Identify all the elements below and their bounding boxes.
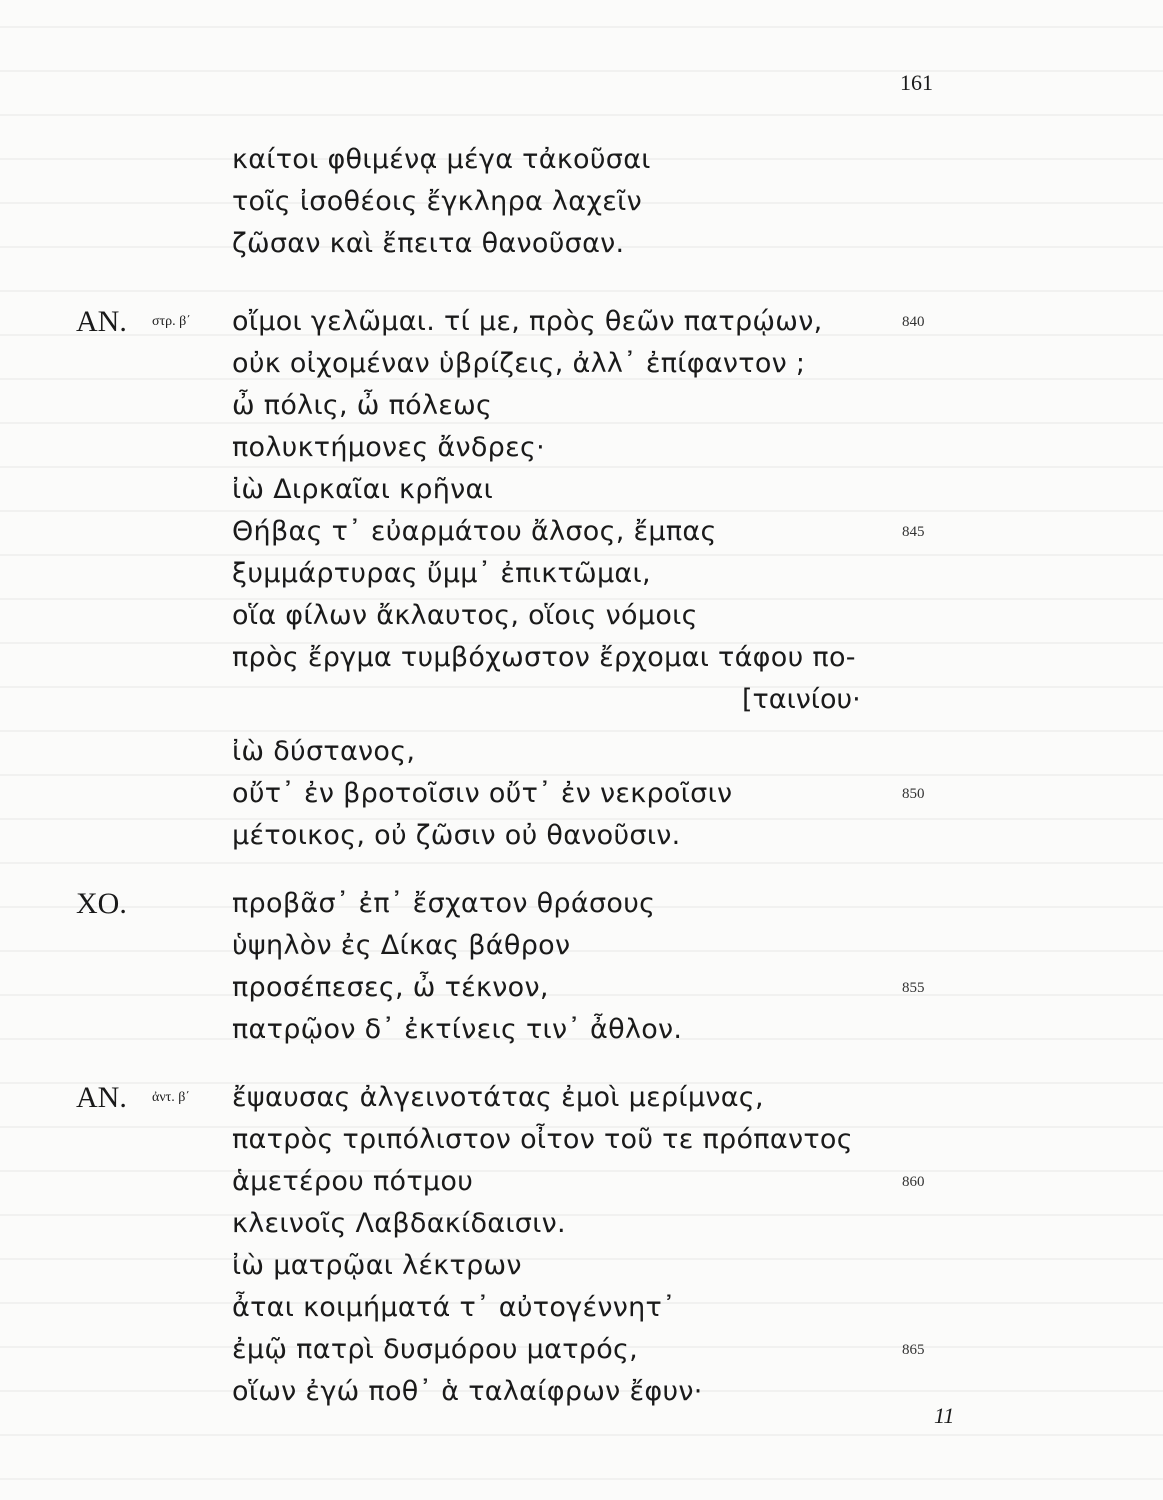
verse-line: προσέπεσες, ὦ τέκνον, (232, 972, 549, 1003)
verse-line: οἵα φίλων ἄκλαυτος, οἵοις νόμοις (232, 600, 698, 631)
verse-line: ἰὼ ματρῷαι λέκτρων (232, 1250, 522, 1281)
line-number: 860 (902, 1174, 925, 1190)
verse-line: ἔψαυσας ἀλγεινοτάτας ἐμοὶ μερίμνας, (232, 1082, 764, 1113)
verse-line: Θήβας τ᾽ εὐαρμάτου ἄλσος, ἔμπας (232, 516, 717, 547)
verse-line: πατρῷον δ᾽ ἐκτίνεις τιν᾽ ἆθλον. (232, 1014, 683, 1045)
strophe-marker: στρ. β΄ (152, 314, 191, 329)
verse-line: πρὸς ἔργμα τυμβόχωστον ἔρχομαι τάφου πο- (232, 642, 856, 673)
signature-mark: 11 (934, 1403, 955, 1428)
verse-line: μέτοικος, οὐ ζῶσιν οὐ θανοῦσιν. (232, 820, 681, 851)
speaker-label: ΧΟ. (76, 887, 127, 920)
verse-line: ξυμμάρτυρας ὔμμ᾽ ἐπικτῶμαι, (232, 558, 651, 589)
verse-line: προβᾶσ᾽ ἐπ᾽ ἔσχατον θράσους (232, 888, 656, 919)
page-number: 161 (900, 70, 933, 95)
verse-continuation: [ταινίου· (742, 684, 861, 715)
verse-line: ἁμετέρου πότμου (232, 1166, 474, 1197)
verse-line: οὔτ᾽ ἐν βροτοῖσιν οὔτ᾽ ἐν νεκροῖσιν (232, 778, 733, 809)
verse-line: τοῖς ἰσοθέοις ἔγκληρα λαχεῖν (232, 186, 642, 217)
verse-line: ἆται κοιμήματά τ᾽ αὐτογέννητ᾽ (232, 1292, 676, 1323)
verse-line: πατρὸς τριπόλιστον οἶτον τοῦ τε πρόπαντος (232, 1124, 853, 1155)
line-number: 840 (902, 314, 925, 330)
verse-line: ἐμῷ πατρὶ δυσμόρου ματρός, (232, 1334, 639, 1365)
verse-line: ἰὼ Διρκαῖαι κρῆναι (232, 474, 494, 505)
speaker-label: ΑΝ. (76, 1081, 127, 1114)
verse-line: κλεινοῖς Λαβδακίδαισιν. (232, 1208, 566, 1239)
speaker-label: ΑΝ. (76, 305, 127, 338)
line-number: 855 (902, 980, 925, 996)
verse-line: ζῶσαν καὶ ἔπειτα θανοῦσαν. (232, 228, 625, 259)
verse-line: ὦ πόλις, ὦ πόλεως (232, 390, 493, 421)
verse-line: ὑψηλὸν ἐς Δίκας βάθρον (232, 930, 571, 961)
strophe-marker: ἀντ. β΄ (152, 1090, 191, 1105)
verse-line: καίτοι φθιμένᾳ μέγα τἀκοῦσαι (232, 144, 651, 175)
verse-line: οἵων ἐγώ ποθ᾽ ἁ ταλαίφρων ἔφυν· (232, 1376, 703, 1407)
line-number: 845 (902, 524, 925, 540)
verse-line: ἰὼ δύστανος, (232, 736, 416, 767)
verse-line: οἴμοι γελῶμαι. τί με, πρὸς θεῶν πατρῴων, (232, 306, 823, 337)
line-number: 850 (902, 786, 925, 802)
verse-line: πολυκτήμονες ἄνδρες· (232, 432, 546, 463)
line-number: 865 (902, 1342, 925, 1358)
verse-line: οὐκ οἰχομέναν ὑβρίζεις, ἀλλ᾽ ἐπίφαντον ; (232, 348, 806, 379)
